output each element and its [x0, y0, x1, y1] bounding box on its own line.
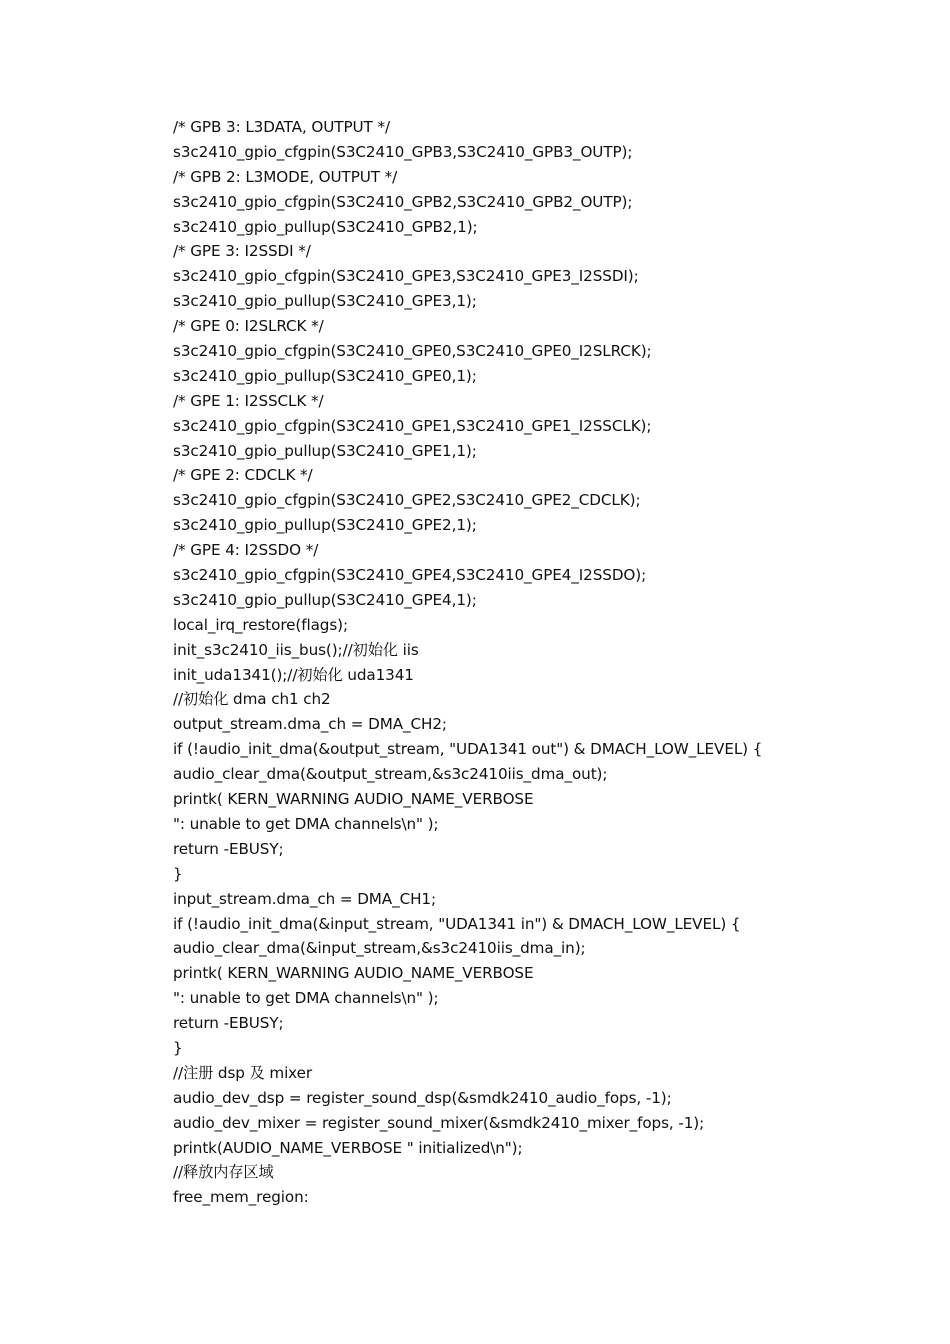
- code-line: local_irq_restore(flags);: [173, 615, 348, 634]
- code-line: s3c2410_gpio_cfgpin(S3C2410_GPE2,S3C2410_GPE2_CDCLK);: [173, 491, 641, 510]
- code-line: /* GPB 3: L3DATA, OUTPUT */: [173, 118, 390, 136]
- code-line: s3c2410_gpio_pullup(S3C2410_GPB2,1);: [173, 217, 478, 236]
- code-line: ": unable to get DMA channels\n" );: [173, 989, 439, 1008]
- code-line: //注册 dsp 及 mixer: [173, 1063, 312, 1082]
- code-line: s3c2410_gpio_pullup(S3C2410_GPE3,1);: [173, 292, 477, 311]
- code-line: //初始化 dma ch1 ch2: [173, 690, 331, 709]
- code-line: }: [173, 1038, 183, 1057]
- code-line: s3c2410_gpio_cfgpin(S3C2410_GPE4,S3C2410_GPE4_I2SSDO);: [173, 566, 647, 585]
- code-line: input_stream.dma_ch = DMA_CH1;: [173, 889, 436, 908]
- code-line: audio_clear_dma(&input_stream,&s3c2410iis_dma_in);: [173, 939, 586, 958]
- code-line: /* GPE 2: CDCLK */: [173, 466, 313, 485]
- code-line: audio_dev_mixer = register_sound_mixer(&smdk2410_mixer_fops, -1);: [173, 1113, 705, 1132]
- code-line: audio_clear_dma(&output_stream,&s3c2410iis_dma_out);: [173, 765, 608, 784]
- code-line: s3c2410_gpio_cfgpin(S3C2410_GPE0,S3C2410_GPE0_I2SLRCK);: [173, 342, 652, 361]
- code-line: audio_dev_dsp = register_sound_dsp(&smdk2410_audio_fops, -1);: [173, 1088, 672, 1107]
- code-line: output_stream.dma_ch = DMA_CH2;: [173, 715, 447, 734]
- code-line: if (!audio_init_dma(&output_stream, "UDA1341 out") & DMACH_LOW_LEVEL) {: [173, 740, 763, 759]
- code-line: s3c2410_gpio_cfgpin(S3C2410_GPE1,S3C2410_GPE1_I2SSCLK);: [173, 416, 652, 435]
- code-listing: [173, 115, 913, 1210]
- code-line: }: [173, 864, 183, 883]
- code-line: s3c2410_gpio_pullup(S3C2410_GPE4,1);: [173, 590, 477, 609]
- code-line: s3c2410_gpio_pullup(S3C2410_GPE0,1);: [173, 366, 477, 385]
- code-line: free_mem_region:: [173, 1188, 309, 1207]
- code-line: printk( KERN_WARNING AUDIO_NAME_VERBOSE: [173, 964, 534, 983]
- code-line: if (!audio_init_dma(&input_stream, "UDA1341 in") & DMACH_LOW_LEVEL) {: [173, 914, 741, 933]
- code-line: //释放内存区域: [173, 1163, 274, 1182]
- code-line: /* GPE 0: I2SLRCK */: [173, 317, 324, 336]
- code-line: printk( KERN_WARNING AUDIO_NAME_VERBOSE: [173, 790, 534, 809]
- code-line: init_uda1341();//初始化 uda1341: [173, 665, 414, 684]
- code-line: s3c2410_gpio_cfgpin(S3C2410_GPE3,S3C2410_GPE3_I2SSDI);: [173, 267, 639, 286]
- code-line: s3c2410_gpio_pullup(S3C2410_GPE1,1);: [173, 441, 477, 460]
- code-line: init_s3c2410_iis_bus();//初始化 iis: [173, 640, 419, 659]
- code-line: ": unable to get DMA channels\n" );: [173, 814, 439, 833]
- code-line: s3c2410_gpio_cfgpin(S3C2410_GPB2,S3C2410_GPB2_OUTP);: [173, 192, 633, 211]
- code-line: /* GPB 2: L3MODE, OUTPUT */: [173, 167, 398, 186]
- code-line: /* GPE 4: I2SSDO */: [173, 541, 319, 560]
- code-line: printk(AUDIO_NAME_VERBOSE " initialized\n");: [173, 1138, 523, 1157]
- code-line: return -EBUSY;: [173, 839, 284, 858]
- code-line: /* GPE 3: I2SSDI */: [173, 242, 311, 261]
- code-line: /* GPE 1: I2SSCLK */: [173, 391, 324, 410]
- code-line: return -EBUSY;: [173, 1014, 284, 1033]
- code-line: s3c2410_gpio_pullup(S3C2410_GPE2,1);: [173, 516, 477, 535]
- code-line: s3c2410_gpio_cfgpin(S3C2410_GPB3,S3C2410_GPB3_OUTP);: [173, 142, 633, 161]
